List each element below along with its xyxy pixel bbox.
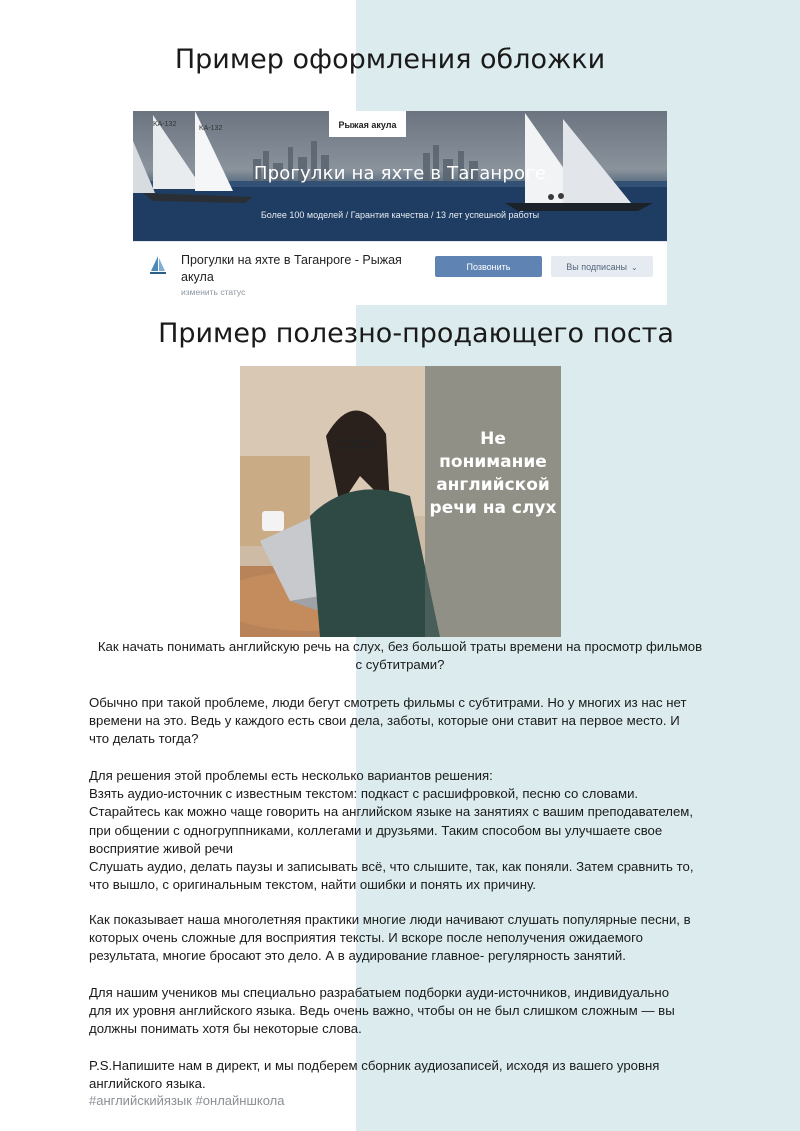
caption-line: речи на слух [429,498,557,518]
paragraph-line: Обычно при такой проблеме, люди бегут смотреть фильмы с субтитрами. Но у многих из нас нет [89,695,687,710]
paragraph-line: что вышло, с оригинальным текстом, найти ошибки и понять их причину. [89,877,536,893]
paragraph-line: Взять аудио-источник с известным текстом: подкаст с расшифровкой, песню со словами. [89,786,639,802]
cover-example-heading: Пример оформления обложки [174,44,606,75]
paragraph-line: восприятие живой речи [89,840,234,856]
paragraph-line: английского языка. [89,1076,206,1092]
subscribed-label: Вы подписаны [566,261,628,272]
sail-number: KA-132 [199,125,223,132]
paragraph-line: Для нашим учеников мы специально разрабатыем подборки ауди-источников, индивидуально [89,985,670,1000]
article-postscript [89,1057,719,1093]
intro-line: Как начать понимать английскую речь на слух, без большой траты времени на просмотр фильмов [97,639,703,654]
brand-tag: Рыжая акула [329,111,406,137]
paragraph-line: времени на это. Ведь у каждого есть свои дела, заботы, которые они ставит на первое место. И [89,713,680,729]
article-paragraph-3 [89,911,719,966]
paragraph-line: Как показывает наша многолетняя практики многие люди начивают слушать популярные песни, в [89,912,691,927]
community-name-line: Прогулки на яхте в Таганроге - Рыжая [181,253,402,267]
paragraph-line: Для решения этой проблемы есть несколько вариантов решения: [89,768,493,783]
paragraph-line: P.S.Напишите нам в директ, и мы подберем сборник аудиозаписей, исходя из вашего уровня [89,1058,660,1073]
change-status-link[interactable]: изменить статус [181,287,246,297]
article-paragraph-2 [89,767,719,894]
call-button[interactable]: Позвонить [435,256,542,277]
intro-line: с субтитрами? [355,657,445,673]
paragraph-line: должны понимать хотя бы некоторые слова. [89,1021,362,1037]
paragraph-line: что делать тогда? [89,731,199,747]
community-header-bar [133,241,667,305]
cover-title: Прогулки на яхте в Таганроге [253,163,547,184]
paragraph-line: для их уровня английского языка. Ведь очень важно, чтобы он не был слишком сложным — вы [89,1003,675,1019]
paragraph-line: результата, многие бросают это дело. А в аудирование главное- регулярность занятий. [89,948,626,964]
caption-line: английской [436,475,550,495]
post-image [240,366,561,637]
cover-subtitle: Более 100 моделей / Гарантия качества / 13 лет успешной работы [260,210,540,220]
community-cover [133,111,667,305]
post-image-caption [425,428,561,520]
post-example-heading: Пример полезно-продающего поста [158,318,674,349]
sailboat-icon [147,254,169,276]
community-name [181,252,421,286]
article-intro [85,638,715,674]
article-paragraph-1 [89,694,719,749]
hashtags: #английскийязык #онлайншкола [89,1093,285,1108]
subscribed-button[interactable] [551,256,653,277]
sail-number: KA-132 [153,121,177,128]
paragraph-line: Старайтесь как можно чаще говорить на английском языке на занятиях с вашим преподавателем, [89,804,694,820]
paragraph-line: Слушать аудио, делать паузы и записывать всё, что слышите, так, как поняли. Затем сравнить то, [89,859,694,875]
caption-line: Не [480,429,506,449]
paragraph-line: при общении с одногруппниками, коллегами и друзьями. Таким способом вы улучшаете свое [89,822,663,838]
chevron-down-icon: ⌄ [631,262,638,272]
community-name-line: акула [181,270,214,284]
caption-line: понимание [439,452,547,472]
paragraph-line: которых очень сложные для восприятия тексты. И вскоре после неполучения ожидаемого [89,930,643,946]
article-paragraph-4 [89,984,719,1039]
cover-banner [133,111,667,241]
